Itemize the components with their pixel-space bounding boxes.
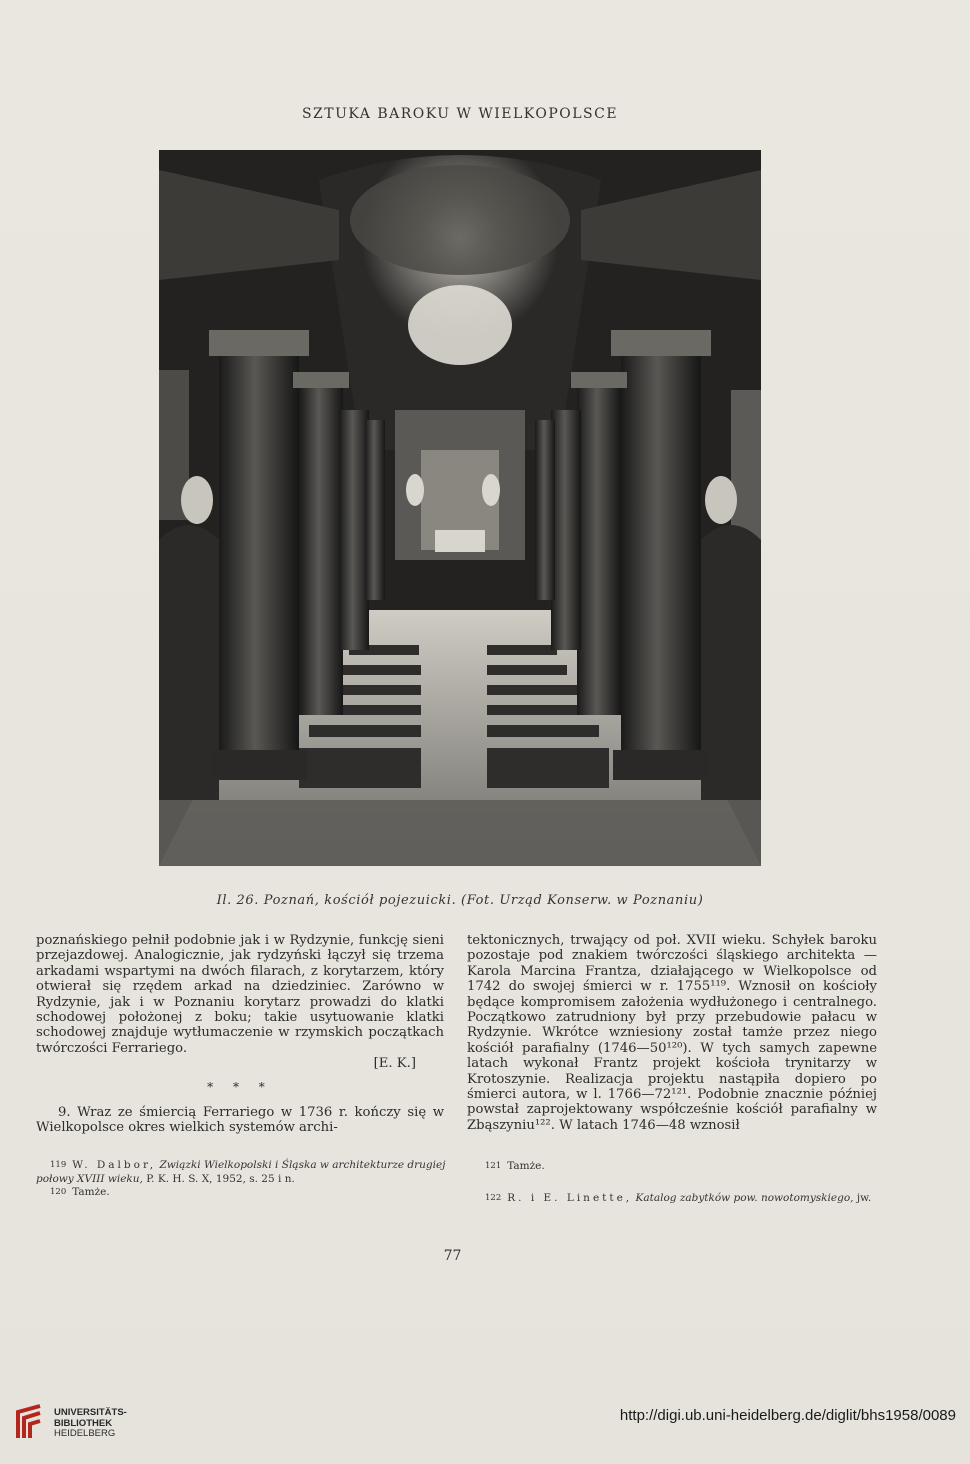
library-logo[interactable] (12, 1404, 127, 1444)
author-initials: [E. K.] (373, 1056, 416, 1072)
author-signoff (36, 1056, 444, 1071)
footnote-122 (467, 1192, 877, 1206)
footnote-number: 120 (50, 1187, 67, 1197)
figure-caption: Il. 26. Poznań, kościół pojezuicki. (Fot. Urząd Konserw. w Poznaniu) (216, 893, 704, 908)
footnotes-left (36, 1159, 446, 1200)
footnote-text: Tamże. (72, 1186, 110, 1198)
footnote-source: jw. (856, 1191, 872, 1204)
footnote-120 (36, 1186, 446, 1200)
footnote-number: 121 (485, 1161, 502, 1171)
footnote-author: R. i E. Linette, (507, 1191, 633, 1204)
footnote-source: P. K. H. S. X, 1952, s. 25 i n. (146, 1172, 295, 1185)
left-column (36, 933, 444, 1136)
footnote-119 (36, 1159, 446, 1186)
right-paragraph: tektonicznych, trwający od poł. XVII wieku. Schyłek baroku pozostaje pod znakiem twórczości śląskiego architekta — Karola Marcina Frantza, działającego w Wielkopolsce od 1742 do swojej śmierci w r. 1755¹¹⁹. Wznosił on kościoły będące kompromisem założenia wydłużonego i centralnego. Początkowo zatrudniony był przy przebudowie pałacu w Rydzynie. Wkrótce wzniesiony został tamże przez niego kościół parafialny (1746—50¹²⁰). W tych samych zapewne latach wykonał Frantz projekt kościoła trynitarzy w Krotoszynie. Realizacja projektu nastąpiła dopiero po śmierci autora, w l. 1766—72¹²¹. Podobnie znacznie później powstał zaprojektowany współcześnie kościół parafialny w Zbąszyniu¹²². W latach 1746—48 wznosił (467, 933, 877, 1133)
page-number: 77 (443, 1248, 462, 1264)
logo-line-1: UNIVERSITÄTS- (54, 1407, 127, 1419)
footnote-121 (467, 1160, 877, 1174)
logo-line-3: HEIDELBERG (54, 1428, 116, 1440)
footnote-title: Związki Wielkopolski i Śląska w architekturze drugiej połowy XVIII wieku, (36, 1159, 446, 1185)
logo-line-2: BIBLIOTHEK (54, 1417, 113, 1429)
running-title: SZTUKA BAROKU W WIELKOPOLSCE (301, 106, 619, 122)
footnote-number: 122 (485, 1192, 502, 1203)
source-url-link[interactable]: http://digi.ub.uni-heidelberg.de/diglit/bhs1958/0089 (619, 1407, 956, 1424)
footnote-title: Katalog zabytków pow. nowotomyskiego, (635, 1191, 854, 1204)
footnote-author: W. Dalbor, (72, 1159, 157, 1171)
right-column (467, 933, 877, 1133)
library-emblem-icon (12, 1404, 46, 1444)
footnote-text: Tamże. (507, 1160, 545, 1172)
footnotes-right (467, 1160, 877, 1205)
footnote-number: 119 (50, 1160, 67, 1170)
section-separator: * * * (207, 1079, 273, 1094)
church-interior-photo (159, 150, 761, 866)
library-name (54, 1408, 127, 1440)
left-paragraph-2: 9. Wraz ze śmiercią Ferrariego w 1736 r. kończy się w Wielkopolsce okres wielkich systemów archi- (36, 1105, 444, 1136)
left-paragraph-1: poznańskiego pełnił podobnie jak i w Rydzynie, funkcję sieni przejazdowej. Analogicznie, jak rydzyński łączył się trzema arkadami wspartymi na dwóch filarach, z korytarzem, który otwierał się rzędem arkad na dziedziniec. Zarówno w Rydzynie, jak i w Poznaniu korytarz prowadzi do klatki schodowej położonej z boku; takie usytuowanie klatki schodowej znajduje wytłumaczenie w rzymskich początkach twórczości Ferrariego. (36, 933, 444, 1056)
